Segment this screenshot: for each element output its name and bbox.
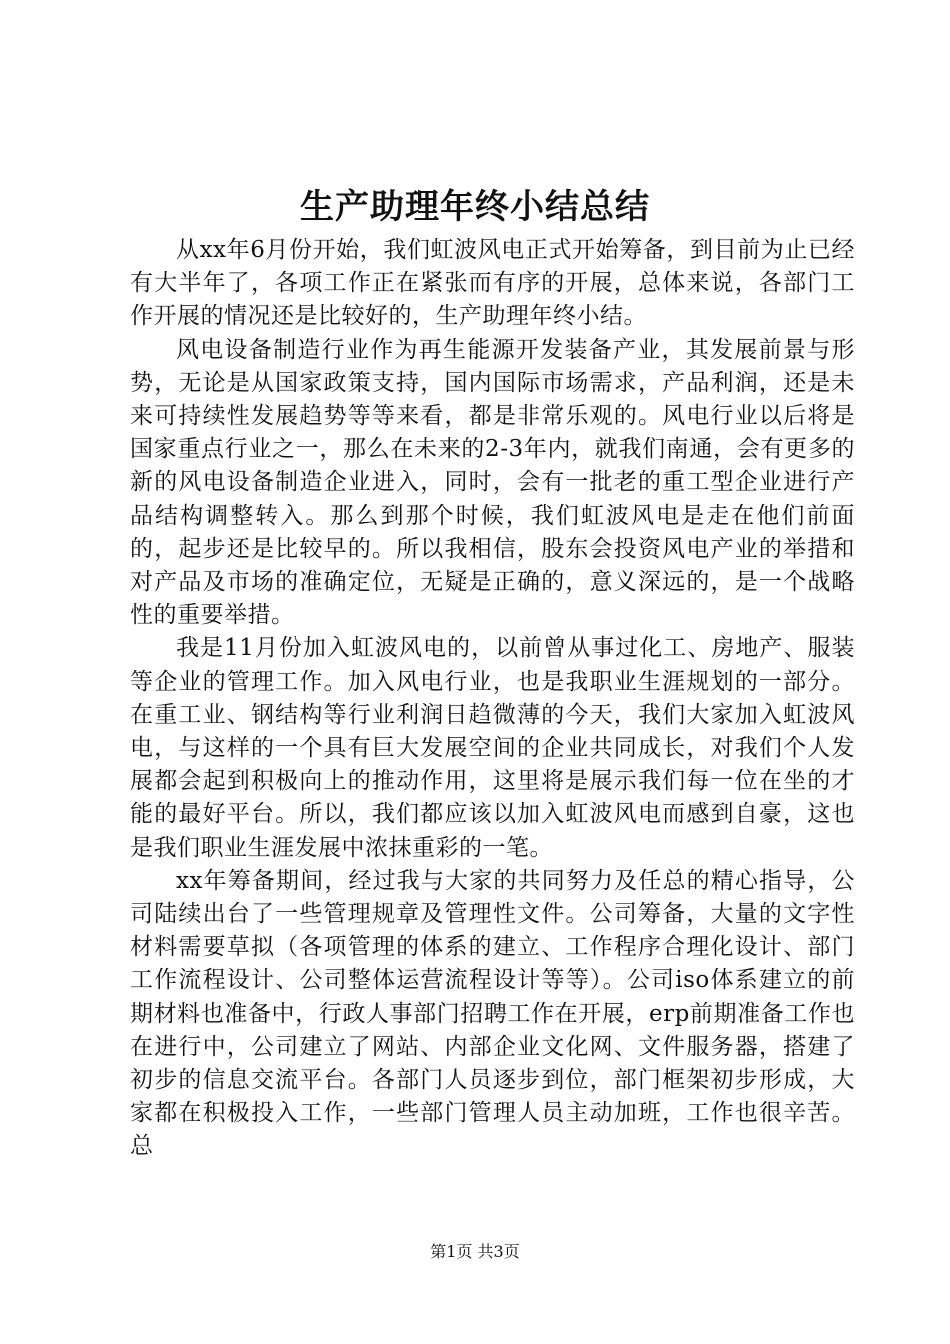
paragraph-1: 从xx年6月份开始，我们虹波风电正式开始筹备，到目前为止已经有大半年了，各项工作正在紧张而有序的开展，总体来说，各部门工作开展的情况还是比较好的，生产助理年终小结。 [130,237,855,330]
paragraph-4: xx年筹备期间，经过我与大家的共同努力及任总的精心指导，公司陆续出台了一些管理规章及管理性文件。公司筹备，大量的文字性材料需要草拟（各项管理的体系的建立、工作程序合理化设计、部门工作流程设计、公司整体运营流程设计等等）。公司iso体系建立的前期材料也准备中，行政人事部门招聘工作在开展，erp前期准备工作也在进行中，公司建立了网站、内部企业文化网、文件服务器，搭建了初步的信息交流平台。各部门人员逐步到位，部门框架初步形成，大家都在积极投入工作，一些部门管理人员主动加班，工作也很辛苦。总 [130,867,855,1160]
paragraph-2: 风电设备制造行业作为再生能源开发装备产业，其发展前景与形势，无论是从国家政策支持，国内国际市场需求，产品利润，还是未来可持续性发展趋势等等来看，都是非常乐观的。风电行业以后将是国家重点行业之一，那么在未来的2-3年内，就我们南通，会有更多的新的风电设备制造企业进入，同时，会有一批老的重工型企业进行产品结构调整转入。那么到那个时候，我们虹波风电是走在他们前面的，起步还是比较早的。所以我相信，股东会投资风电产业的举措和对产品及市场的准确定位，无疑是正确的，意义深远的，是一个战略性的重要举措。 [130,336,855,629]
paragraph-3: 我是11月份加入虹波风电的，以前曾从事过化工、房地产、服装等企业的管理工作。加入风电行业，也是我职业生涯规划的一部分。在重工业、钢结构等行业利润日趋微薄的今天，我们大家加入虹波风电，与这样的一个具有巨大发展空间的企业共同成长，对我们个人发展都会起到积极向上的推动作用，这里将是展示我们每一位在坐的才能的最好平台。所以，我们都应该以加入虹波风电而感到自豪，这也是我们职业生涯发展中浓抹重彩的一笔。 [130,635,855,861]
document-body [130,234,855,1164]
page-number-footer: 第1页 共3页 [430,1242,520,1261]
document-title: 生产助理年终小结总结 [300,187,650,227]
